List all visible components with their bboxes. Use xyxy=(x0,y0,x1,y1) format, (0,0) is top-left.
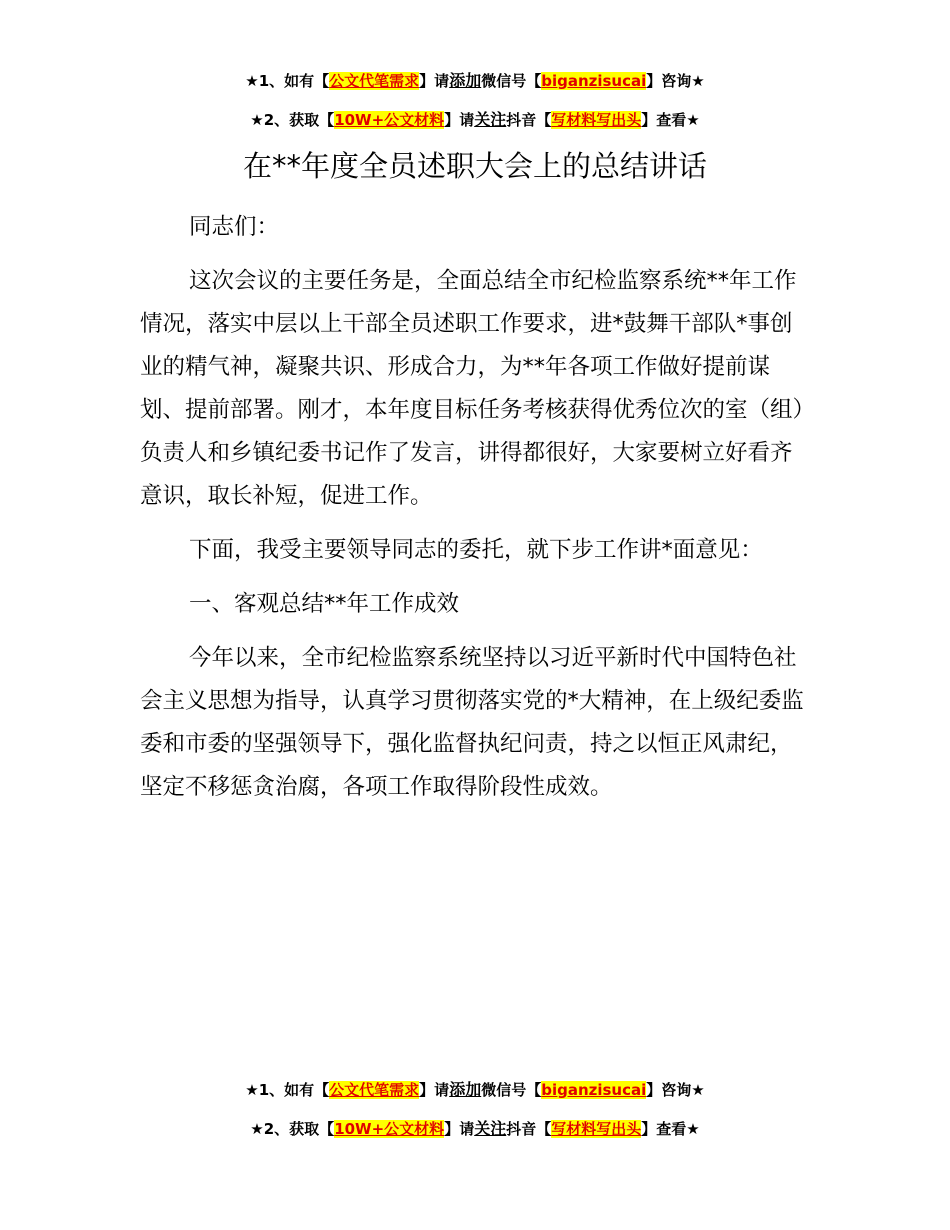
emphasis-text: 添加 xyxy=(449,1080,482,1099)
highlight-text: 10W+公文材料 xyxy=(334,1120,445,1138)
footer-banner-line-1 xyxy=(0,1077,950,1100)
douyin-id-highlight: 写材料写出头 xyxy=(551,111,642,129)
banner-text: 】请 xyxy=(419,72,450,90)
emphasis-text: 关注 xyxy=(474,1119,507,1138)
banner-text: 】咨询★ xyxy=(646,1081,705,1099)
banner-text: 微信号【 xyxy=(481,72,542,90)
paragraph: 下面，我受主要领导同志的委托，就下步工作讲*面意见： xyxy=(189,537,763,563)
paragraph: 今年以来，全市纪检监察系统坚持以习近平新时代中国特色社会主义思想为指导，认真学习贯彻落实党的*大精神，在上级纪委监委和市委的坚强领导下，强化监督执纪问责，持之以恒正风肃纪，坚定不移惩贪治腐，各项工作取得阶段性成效。 xyxy=(140,645,804,800)
header-banner-line-1 xyxy=(0,68,950,91)
banner-text: 抖音【 xyxy=(506,111,552,129)
document-body xyxy=(140,206,812,820)
highlight-text: 10W+公文材料 xyxy=(334,111,445,129)
banner-text: 】请 xyxy=(444,1120,475,1138)
section-heading: 一、客观总结**年工作成效 xyxy=(189,591,460,617)
banner-text: 】咨询★ xyxy=(646,72,705,90)
douyin-id-highlight: 写材料写出头 xyxy=(551,1120,642,1138)
emphasis-text: 添加 xyxy=(449,71,482,90)
wechat-id-highlight: biganzisucai xyxy=(541,1081,647,1099)
salutation: 同志们： xyxy=(189,214,280,240)
banner-text: ★2、获取【 xyxy=(250,111,335,129)
paragraph: 这次会议的主要任务是，全面总结全市纪检监察系统**年工作情况，落实中层以上干部全员述职工作要求，进*鼓舞干部队*事创业的精气神，凝聚共识、形成合力，为**年各项工作做好提前谋划、提前部署。刚才，本年度目标任务考核获得优秀位次的室（组）负责人和乡镇纪委书记作了发言，讲得都很好，大家要树立好看齐意识，取长补短，促进工作。 xyxy=(140,268,804,509)
wechat-id-highlight: biganzisucai xyxy=(541,72,647,90)
header-banner-line-2 xyxy=(0,107,950,130)
page-title: 在**年度全员述职大会上的总结讲话 xyxy=(242,149,707,183)
banner-text: 】请 xyxy=(444,111,475,129)
banner-text: 】查看★ xyxy=(641,111,700,129)
banner-text: 微信号【 xyxy=(481,1081,542,1099)
highlight-text: 公文代笔需求 xyxy=(329,72,420,90)
banner-text: ★1、如有【 xyxy=(245,72,330,90)
emphasis-text: 关注 xyxy=(474,110,507,129)
banner-text: 】请 xyxy=(419,1081,450,1099)
banner-text: ★2、获取【 xyxy=(250,1120,335,1138)
footer-banner-line-2 xyxy=(0,1116,950,1139)
banner-text: 抖音【 xyxy=(506,1120,552,1138)
banner-text: 】查看★ xyxy=(641,1120,700,1138)
banner-text: ★1、如有【 xyxy=(245,1081,330,1099)
highlight-text: 公文代笔需求 xyxy=(329,1081,420,1099)
